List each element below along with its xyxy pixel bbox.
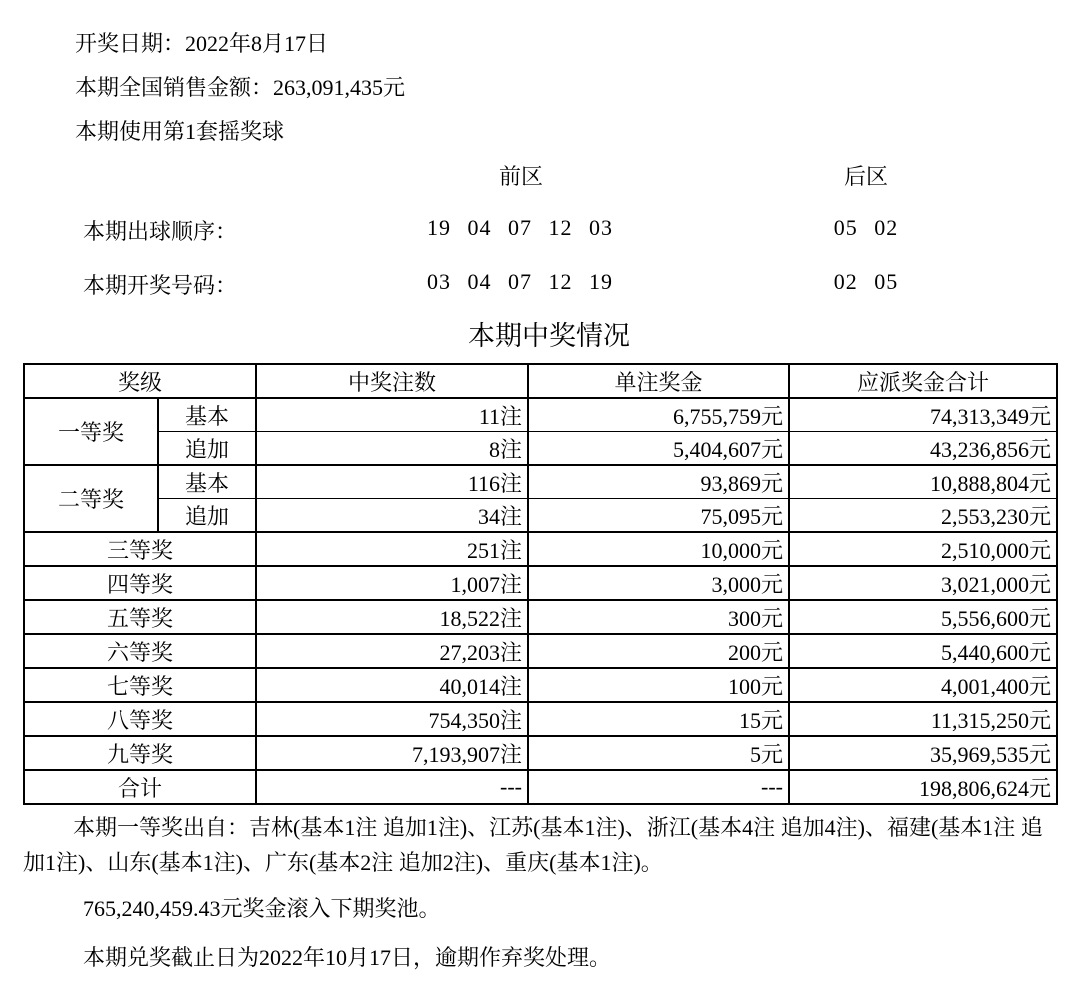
table-row <box>24 668 1057 702</box>
draw-order-front-numbers: 19 04 07 12 03 <box>427 215 613 240</box>
prize-cell: --- <box>528 770 789 804</box>
count-cell: 40,014注 <box>256 668 528 702</box>
sub-type-cell: 基本 <box>158 465 256 499</box>
sub-type-cell: 追加 <box>158 432 256 466</box>
prize-cell: 100元 <box>528 668 789 702</box>
prize-cell: 5,404,607元 <box>528 432 789 466</box>
total-cell: 198,806,624元 <box>789 770 1057 804</box>
sub-type-cell: 基本 <box>158 398 256 432</box>
back-zone-header: 后区 <box>843 164 889 189</box>
winning-numbers-back: 02 05 <box>833 269 899 294</box>
winning-numbers-front: 03 04 07 12 19 <box>427 269 613 294</box>
prize-level-cell: 九等奖 <box>24 736 256 770</box>
table-row <box>24 634 1057 668</box>
prize-level-cell: 八等奖 <box>24 702 256 736</box>
table-row <box>24 600 1057 634</box>
count-cell: 18,522注 <box>256 600 528 634</box>
total-cell: 3,021,000元 <box>789 566 1057 600</box>
prize-level-cell: 一等奖 <box>24 398 158 465</box>
prize-cell: 5元 <box>528 736 789 770</box>
table-row <box>24 499 1057 533</box>
count-cell: 1,007注 <box>256 566 528 600</box>
table-row <box>24 736 1057 770</box>
count-cell: 754,350注 <box>256 702 528 736</box>
table-row <box>24 566 1057 600</box>
prize-cell: 200元 <box>528 634 789 668</box>
count-cell: 251注 <box>256 532 528 566</box>
prize-level-cell: 四等奖 <box>24 566 256 600</box>
first-prize-source-paragraph: 本期一等奖出自：吉林(基本1注 追加1注)、江苏(基本1注)、浙江(基本4注 追加4注)、福建(基本1注 追加1注)、山东(基本1注)、广东(基本2注 追加2注)、重庆(基本1注)。 <box>23 815 1043 875</box>
count-cell: 116注 <box>256 465 528 499</box>
prize-cell: 10,000元 <box>528 532 789 566</box>
table-row <box>24 532 1057 566</box>
table-row <box>24 398 1057 432</box>
col-header-level: 奖级 <box>24 364 256 398</box>
total-cell: 5,556,600元 <box>789 600 1057 634</box>
winning-numbers-label: 本期开奖号码： <box>83 273 238 298</box>
prize-level-cell: 合计 <box>24 770 256 804</box>
rollover-line: 765,240,459.43元奖金滚入下期奖池。 <box>83 896 441 921</box>
prize-cell: 6,755,759元 <box>528 398 789 432</box>
prize-level-cell: 七等奖 <box>24 668 256 702</box>
table-row <box>24 702 1057 736</box>
draw-order-back-numbers: 05 02 <box>833 215 899 240</box>
sub-type-cell: 追加 <box>158 499 256 533</box>
prize-cell: 3,000元 <box>528 566 789 600</box>
table-header-row <box>24 364 1057 398</box>
total-cell: 2,553,230元 <box>789 499 1057 533</box>
prize-level-cell: 五等奖 <box>24 600 256 634</box>
prize-level-cell: 三等奖 <box>24 532 256 566</box>
count-cell: --- <box>256 770 528 804</box>
prize-cell: 15元 <box>528 702 789 736</box>
count-cell: 8注 <box>256 432 528 466</box>
front-zone-header: 前区 <box>498 164 544 189</box>
prize-level-cell: 二等奖 <box>24 465 158 532</box>
count-cell: 7,193,907注 <box>256 736 528 770</box>
col-header-prize: 单注奖金 <box>528 364 789 398</box>
table-row <box>24 465 1057 499</box>
col-header-count: 中奖注数 <box>256 364 528 398</box>
prize-cell: 75,095元 <box>528 499 789 533</box>
prize-table <box>23 363 1058 805</box>
total-cell: 11,315,250元 <box>789 702 1057 736</box>
prize-table-title: 本期中奖情况 <box>468 321 630 351</box>
draw-order-label: 本期出球顺序： <box>83 219 238 244</box>
ball-set-line: 本期使用第1套摇奖球 <box>75 119 285 144</box>
count-cell: 11注 <box>256 398 528 432</box>
prize-level-cell: 六等奖 <box>24 634 256 668</box>
table-row-total <box>24 770 1057 804</box>
count-cell: 27,203注 <box>256 634 528 668</box>
total-cell: 74,313,349元 <box>789 398 1057 432</box>
total-cell: 2,510,000元 <box>789 532 1057 566</box>
total-cell: 35,969,535元 <box>789 736 1057 770</box>
total-cell: 4,001,400元 <box>789 668 1057 702</box>
total-cell: 5,440,600元 <box>789 634 1057 668</box>
total-cell: 10,888,804元 <box>789 465 1057 499</box>
table-row <box>24 432 1057 466</box>
col-header-total: 应派奖金合计 <box>789 364 1057 398</box>
draw-date-line: 开奖日期：2022年8月17日 <box>75 31 329 56</box>
deadline-line: 本期兑奖截止日为2022年10月17日，逾期作弃奖处理。 <box>83 945 612 970</box>
prize-cell: 93,869元 <box>528 465 789 499</box>
sales-amount-line: 本期全国销售金额：263,091,435元 <box>75 75 406 100</box>
count-cell: 34注 <box>256 499 528 533</box>
total-cell: 43,236,856元 <box>789 432 1057 466</box>
prize-cell: 300元 <box>528 600 789 634</box>
